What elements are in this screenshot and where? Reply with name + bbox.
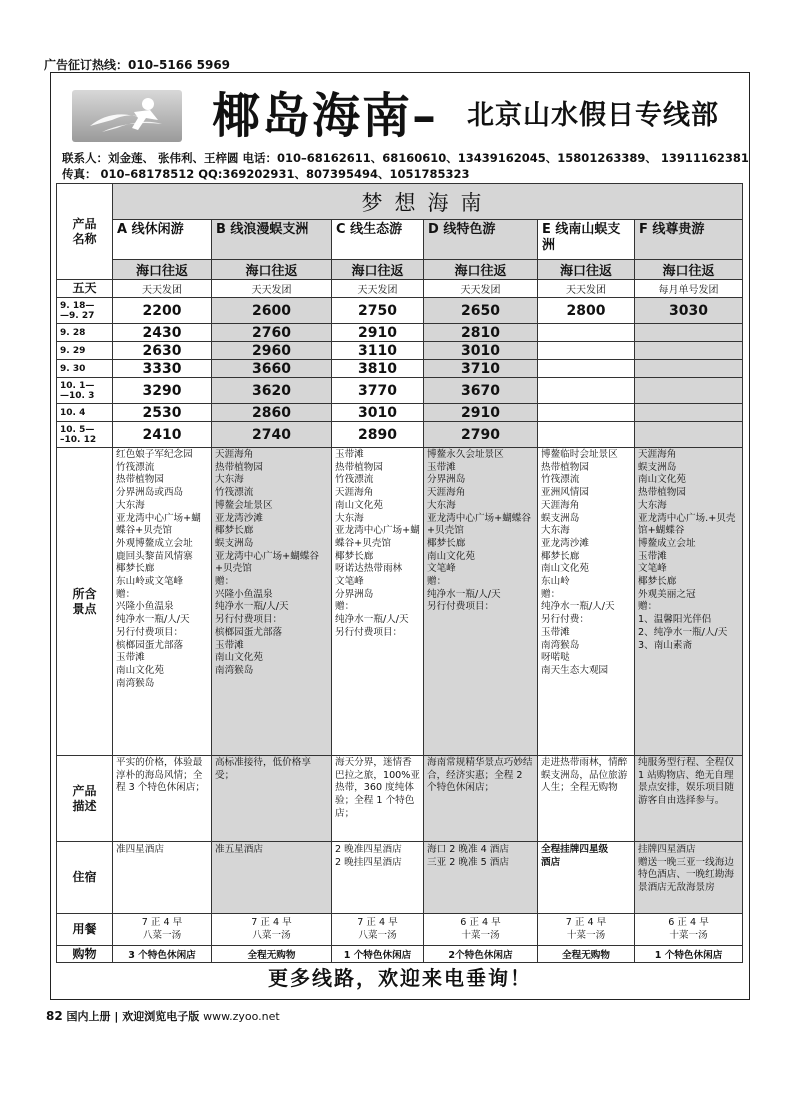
text-line: 玉带滩 [427, 461, 456, 473]
price-cell [538, 360, 635, 378]
shopping-info: 全程无购物 [212, 946, 332, 963]
text-line: 东山岭或文笔峰 [116, 576, 184, 588]
meal-info [332, 914, 424, 946]
brand-title: 椰岛海南– [212, 88, 439, 144]
tour-price-table [56, 183, 743, 963]
text-line: 兴隆小鱼温泉 [116, 601, 174, 613]
price-cell: 2910 [424, 404, 538, 422]
table-row [57, 378, 743, 404]
text-line: 博鳌成立会址 [638, 537, 696, 549]
product-description: 走进热带雨林，情醉蜈支洲岛，品位旅游人生；全程无购物 [538, 756, 635, 842]
route-name-e: E 线南山蜈支洲 [538, 220, 635, 260]
price-cell: 3010 [424, 342, 538, 360]
text-line: 南湾猴岛 [116, 677, 155, 689]
footer-tagline: 欢迎浏览电子版 [122, 1010, 200, 1023]
text-line: 南山文化苑 [427, 550, 475, 562]
price-cell: 2200 [113, 298, 212, 324]
table-row [57, 298, 743, 324]
price-cell [635, 422, 743, 448]
text-line: 十菜一汤 [669, 929, 708, 941]
text-line: 另行付费： [541, 614, 589, 626]
text-line: 亚龙湾中心广场+蝴蝶谷+贝壳馆 [116, 512, 201, 537]
text-line: 南天生态大观园 [541, 664, 609, 676]
price-cell: 3620 [212, 378, 332, 404]
route-departure: 天天发团 [538, 280, 635, 298]
text-line: 亚洲风情园 [541, 487, 589, 499]
text-line: 7 正 4 早 [141, 916, 183, 928]
price-cell: 2760 [212, 324, 332, 342]
table-row [57, 220, 743, 260]
text-line: 外观美丽之冠 [638, 588, 696, 600]
text-line: 热带植物园 [638, 487, 686, 499]
price-cell [538, 404, 635, 422]
text-line: 博鳌会址景区 [215, 499, 273, 511]
hotel-info [212, 842, 332, 914]
text-line: 天涯海角 [541, 499, 580, 511]
text-line: 纯净水一瓶/人/天 [427, 588, 501, 600]
text-line: 7 正 4 早 [357, 916, 398, 928]
text-line: 2 晚挂四星酒店 [335, 856, 402, 868]
spots-list [332, 448, 424, 756]
text-line: 天涯海角 [215, 449, 254, 460]
text-line: 2、纯净水一瓶/人/天 [638, 626, 728, 638]
meal-info [424, 914, 538, 946]
text-line: 赠： [638, 601, 658, 613]
ad-hotline: 广告征订热线：010–5166 5969 [44, 58, 231, 72]
table-row [57, 422, 743, 448]
text-line: —10. 3 [60, 390, 95, 401]
price-cell [538, 342, 635, 360]
hotel-info [635, 842, 743, 914]
text-line: 纯净水一瓶/人/天 [116, 614, 190, 626]
route-return: 海口往返 [424, 260, 538, 280]
row-label-desc: 产品 描述 [57, 756, 113, 842]
text-line: 椰梦长廊 [335, 550, 374, 562]
price-cell: 2790 [424, 422, 538, 448]
text-line: 9. 28 [60, 327, 86, 338]
price-cell: 2860 [212, 404, 332, 422]
route-departure: 天天发团 [424, 280, 538, 298]
price-cell: 3110 [332, 342, 424, 360]
logo-runner-icon [72, 90, 182, 142]
text-line: 呀诺达热带雨林 [335, 563, 403, 575]
text-line: 7 正 4 早 [565, 916, 607, 928]
text-line: 大东海 [427, 499, 456, 511]
text-line: 椰梦长廊 [215, 525, 254, 537]
text-line: 亚龙湾中心广场+蝴蝶谷+贝壳馆 [335, 525, 420, 549]
text-line: 竹筏漂流 [335, 474, 374, 486]
text-line: 三亚 2 晚准 5 酒店 [427, 856, 509, 868]
text-line: 另行付费项目： [215, 614, 283, 626]
route-name-d: D 线特色游 [424, 220, 538, 260]
date-range [57, 422, 113, 448]
text-line: 南湾猴岛 [541, 639, 580, 651]
text-line: 纯净水一瓶/人/天 [335, 614, 409, 626]
date-range [57, 298, 113, 324]
route-departure: 天天发团 [212, 280, 332, 298]
price-cell: 2960 [212, 342, 332, 360]
text-line: 6 正 4 早 [460, 916, 501, 928]
text-line: 玉带滩 [541, 626, 570, 638]
text-line: 鹿回头黎苗风情寨 [116, 550, 193, 562]
text-line: 大东海 [116, 499, 145, 511]
spots-list [212, 448, 332, 756]
text-line: 博鳌临时会址景区 [541, 449, 618, 460]
product-description: 高标准接待，低价格享受； [212, 756, 332, 842]
meal-info [538, 914, 635, 946]
table-row [57, 342, 743, 360]
text-line: 文笔峰 [638, 563, 667, 575]
text-line: 天涯海角 [335, 487, 374, 499]
text-line: 博鳌永久会址景区 [427, 449, 504, 460]
route-return: 海口往返 [113, 260, 212, 280]
text-line: 蜈支洲岛 [215, 537, 254, 549]
route-name-c: C 线生态游 [332, 220, 424, 260]
route-name-a: A 线休闲游 [113, 220, 212, 260]
product-description: 平实的价格，体验最淳朴的海岛风情；全程 3 个特色休闲店； [113, 756, 212, 842]
text-line: 南山文化苑 [116, 664, 164, 676]
shopping-info: 3 个特色休闲店 [113, 946, 212, 963]
price-cell [635, 324, 743, 342]
price-cell: 2910 [332, 324, 424, 342]
route-name-f: F 线尊贵游 [635, 220, 743, 260]
text-line: 赠： [215, 576, 235, 588]
price-cell: 2600 [212, 298, 332, 324]
text-line: 纯净水一瓶/人/天 [215, 601, 289, 613]
price-cell [635, 342, 743, 360]
text-line: 南湾猴岛 [215, 664, 254, 676]
text-line: 十菜一汤 [461, 929, 500, 941]
price-cell: 2810 [424, 324, 538, 342]
text-line: 准五星酒店 [215, 844, 263, 855]
product-description: 海南常规精华景点巧妙结合，经济实惠；全程 2 个特色休闲店； [424, 756, 538, 842]
route-return: 海口往返 [538, 260, 635, 280]
text-line: 天涯海角 [638, 449, 677, 460]
text-line: 赠： [335, 601, 355, 613]
price-cell: 2430 [113, 324, 212, 342]
text-line: 热带植物园 [215, 461, 263, 473]
text-line: 9. 30 [60, 363, 86, 374]
fax-qq-line: 传真： 010–68178512 QQ:369202931、807395494、1051785323 [62, 167, 470, 181]
text-line: 竹筏漂流 [215, 487, 254, 499]
footer-divider: | [114, 1010, 119, 1023]
text-line: 南山文化苑 [638, 474, 686, 486]
text-line: 亚龙湾沙滩 [541, 537, 589, 549]
text-line: 另行付费项目： [116, 626, 184, 638]
text-line: 亚龙湾沙滩 [215, 512, 263, 524]
text-line: 分界洲岛 [335, 588, 374, 600]
text-line: 玉带滩 [116, 652, 145, 664]
price-cell [538, 378, 635, 404]
text-line: –10. 12 [60, 434, 97, 445]
table-row [57, 260, 743, 280]
price-cell [635, 378, 743, 404]
text-line: 红色娘子军纪念园 [116, 449, 193, 460]
table-row [57, 946, 743, 963]
hotel-info [113, 842, 212, 914]
price-cell [635, 360, 743, 378]
date-range [57, 360, 113, 378]
text-line: 另行付费项目： [335, 626, 403, 638]
text-line: 槟榔园蛋尤部落 [215, 626, 283, 638]
text-line: 玉带滩 [638, 550, 667, 562]
text-line: 蜈支洲岛 [541, 512, 580, 524]
price-cell: 3290 [113, 378, 212, 404]
text-line: 大东海 [541, 525, 570, 537]
table-row [57, 842, 743, 914]
text-line: 文笔峰 [427, 563, 456, 575]
text-line: 椰梦长廊 [541, 550, 580, 562]
text-line: 十菜一汤 [566, 929, 606, 941]
table-row [57, 184, 743, 220]
text-line: 酒店 [541, 856, 561, 868]
route-departure: 天天发团 [113, 280, 212, 298]
text-line: 9. 18— [60, 300, 95, 311]
meal-info [635, 914, 743, 946]
shopping-info: 1 个特色休闲店 [332, 946, 424, 963]
row-label-product-name: 产品 名称 [57, 184, 113, 280]
table-title: 梦想海南 [113, 184, 743, 220]
date-range [57, 404, 113, 422]
route-return: 海口往返 [212, 260, 332, 280]
text-line: 竹筏漂流 [541, 474, 580, 486]
date-range [57, 378, 113, 404]
text-line: 热带植物园 [541, 461, 589, 473]
hotel-info [332, 842, 424, 914]
product-description: 海天分界，迷情香巴拉之旅，100%亚热带，360 度纯体验；全程 1 个特色店； [332, 756, 424, 842]
text-line: 1、温馨阳光伴侣 [638, 614, 712, 626]
date-range [57, 342, 113, 360]
text-line: 南山文化苑 [335, 499, 383, 511]
price-cell: 3770 [332, 378, 424, 404]
shopping-info: 全程无购物 [538, 946, 635, 963]
text-line: 赠： [427, 576, 447, 588]
price-cell: 3330 [113, 360, 212, 378]
text-line: 外观博鳌成立会址 [116, 537, 193, 549]
text-line: 椰梦长廊 [116, 563, 155, 575]
text-line: 赠： [116, 588, 136, 600]
text-line: 竹筏漂流 [116, 461, 155, 473]
price-cell: 2530 [113, 404, 212, 422]
text-line: 亚龙湾中心广场+蝴蝶谷+贝壳馆 [215, 550, 319, 575]
table-row [57, 448, 743, 756]
date-range [57, 324, 113, 342]
price-cell: 2630 [113, 342, 212, 360]
text-line: 分界洲岛 [427, 474, 466, 486]
text-line: 椰梦长廊 [638, 576, 677, 588]
text-line: 呀喏哒 [541, 652, 570, 664]
text-line: 玉带滩 [215, 639, 244, 651]
text-line: 纯净水一瓶/人/天 [541, 601, 615, 613]
text-line: 八菜一汤 [142, 929, 182, 941]
table-row [57, 756, 743, 842]
route-return: 海口往返 [635, 260, 743, 280]
meal-info [113, 914, 212, 946]
spots-list [113, 448, 212, 756]
text-line: 天涯海角 [427, 487, 466, 499]
table-row [57, 280, 743, 298]
row-label-spots: 所含 景点 [57, 448, 113, 756]
text-line: 玉带滩 [335, 449, 364, 460]
table-row [57, 360, 743, 378]
price-cell: 2800 [538, 298, 635, 324]
text-line: 亚龙湾中心广场+蝴蝶谷+贝壳馆 [427, 512, 531, 537]
route-return: 海口往返 [332, 260, 424, 280]
price-cell: 3710 [424, 360, 538, 378]
text-line: 9. 29 [60, 345, 86, 356]
text-line: 另行付费项目： [427, 601, 495, 613]
price-cell: 3030 [635, 298, 743, 324]
row-label-hotel: 住宿 [57, 842, 113, 914]
route-departure: 天天发团 [332, 280, 424, 298]
price-cell [635, 404, 743, 422]
section-name: 国内上册 [66, 1010, 111, 1023]
text-line: 海口 2 晚准 4 酒店 [427, 844, 509, 855]
price-cell: 2650 [424, 298, 538, 324]
price-cell: 3010 [332, 404, 424, 422]
row-label-shop: 购物 [57, 946, 113, 963]
text-line: 八菜一汤 [358, 929, 397, 941]
banner [62, 84, 742, 148]
text-line: 兴隆小鱼温泉 [215, 588, 273, 600]
text-line: 八菜一汤 [252, 929, 291, 941]
price-cell: 2890 [332, 422, 424, 448]
website-link[interactable]: www.zyoo.net [203, 1010, 280, 1023]
text-line: 文笔峰 [335, 576, 364, 588]
spots-list [538, 448, 635, 756]
hotel-info [538, 842, 635, 914]
price-cell [538, 422, 635, 448]
text-line: 南山文化苑 [541, 563, 589, 575]
text-line: 赠送一晚三亚一线海边特色酒店、一晚红勘海景酒店无敌海景房 [638, 856, 734, 894]
table-row [57, 404, 743, 422]
price-cell: 3670 [424, 378, 538, 404]
text-line: 2 晚准四星酒店 [335, 844, 402, 855]
text-line: 7 正 4 早 [251, 916, 292, 928]
route-name-b: B 线浪漫蜈支洲 [212, 220, 332, 260]
text-line: 3、南山素斋 [638, 639, 693, 651]
text-line: 大东海 [638, 499, 667, 511]
price-cell: 2750 [332, 298, 424, 324]
text-line: 蜈支洲岛 [638, 461, 677, 473]
text-line: 10. 5— [60, 424, 95, 435]
text-line: 大东海 [215, 474, 244, 486]
product-description: 纯服务型行程、全程仅 1 站购物店、绝无自理景点安排，娱乐项目随游客自由选择参与。 [635, 756, 743, 842]
brand-subtitle: 北京山水假日专线部 [467, 100, 719, 131]
spots-list [635, 448, 743, 756]
price-cell: 3660 [212, 360, 332, 378]
text-line: 热带植物园 [335, 461, 383, 473]
route-departure: 每月单号发团 [635, 280, 743, 298]
text-line: 东山岭 [541, 576, 570, 588]
page-number: 82 [46, 1009, 63, 1023]
text-line: 椰梦长廊 [427, 537, 466, 549]
text-line: 6 正 4 早 [668, 916, 709, 928]
text-line: 全程挂牌四星级 [541, 844, 609, 855]
price-cell: 2410 [113, 422, 212, 448]
text-line: 挂牌四星酒店 [638, 844, 696, 855]
spots-list [424, 448, 538, 756]
price-cell: 2740 [212, 422, 332, 448]
meal-info [212, 914, 332, 946]
contact-line: 联系人：刘金莲、 张伟利、王梓圆 电话：010–68162611、68160610、13439162045、15801263389、 13911162381 [62, 151, 749, 165]
text-line: 亚龙湾中心广场.+贝壳馆+蝴蝶谷 [638, 512, 736, 537]
text-line: —9. 27 [60, 310, 95, 321]
shopping-info: 2个特色休闲店 [424, 946, 538, 963]
text-line: 大东海 [335, 512, 364, 524]
price-cell: 3810 [332, 360, 424, 378]
text-line: 分界洲岛或西岛 [116, 487, 184, 499]
row-label-meal: 用餐 [57, 914, 113, 946]
text-line: 10. 4 [60, 407, 86, 418]
text-line: 南山文化苑 [215, 652, 263, 664]
price-cell [538, 324, 635, 342]
more-routes-slogan: 更多线路，欢迎来电垂询！ [268, 966, 532, 990]
text-line: 热带植物园 [116, 474, 164, 486]
table-row [57, 324, 743, 342]
table-row [57, 914, 743, 946]
hotel-info [424, 842, 538, 914]
row-label-days: 五天 [57, 280, 113, 298]
text-line: 赠： [541, 588, 561, 600]
text-line: 准四星酒店 [116, 844, 164, 855]
shopping-info: 1 个特色休闲店 [635, 946, 743, 963]
page-footer [46, 1008, 280, 1024]
text-line: 槟榔园蛋尤部落 [116, 639, 184, 651]
text-line: 10. 1— [60, 380, 95, 391]
